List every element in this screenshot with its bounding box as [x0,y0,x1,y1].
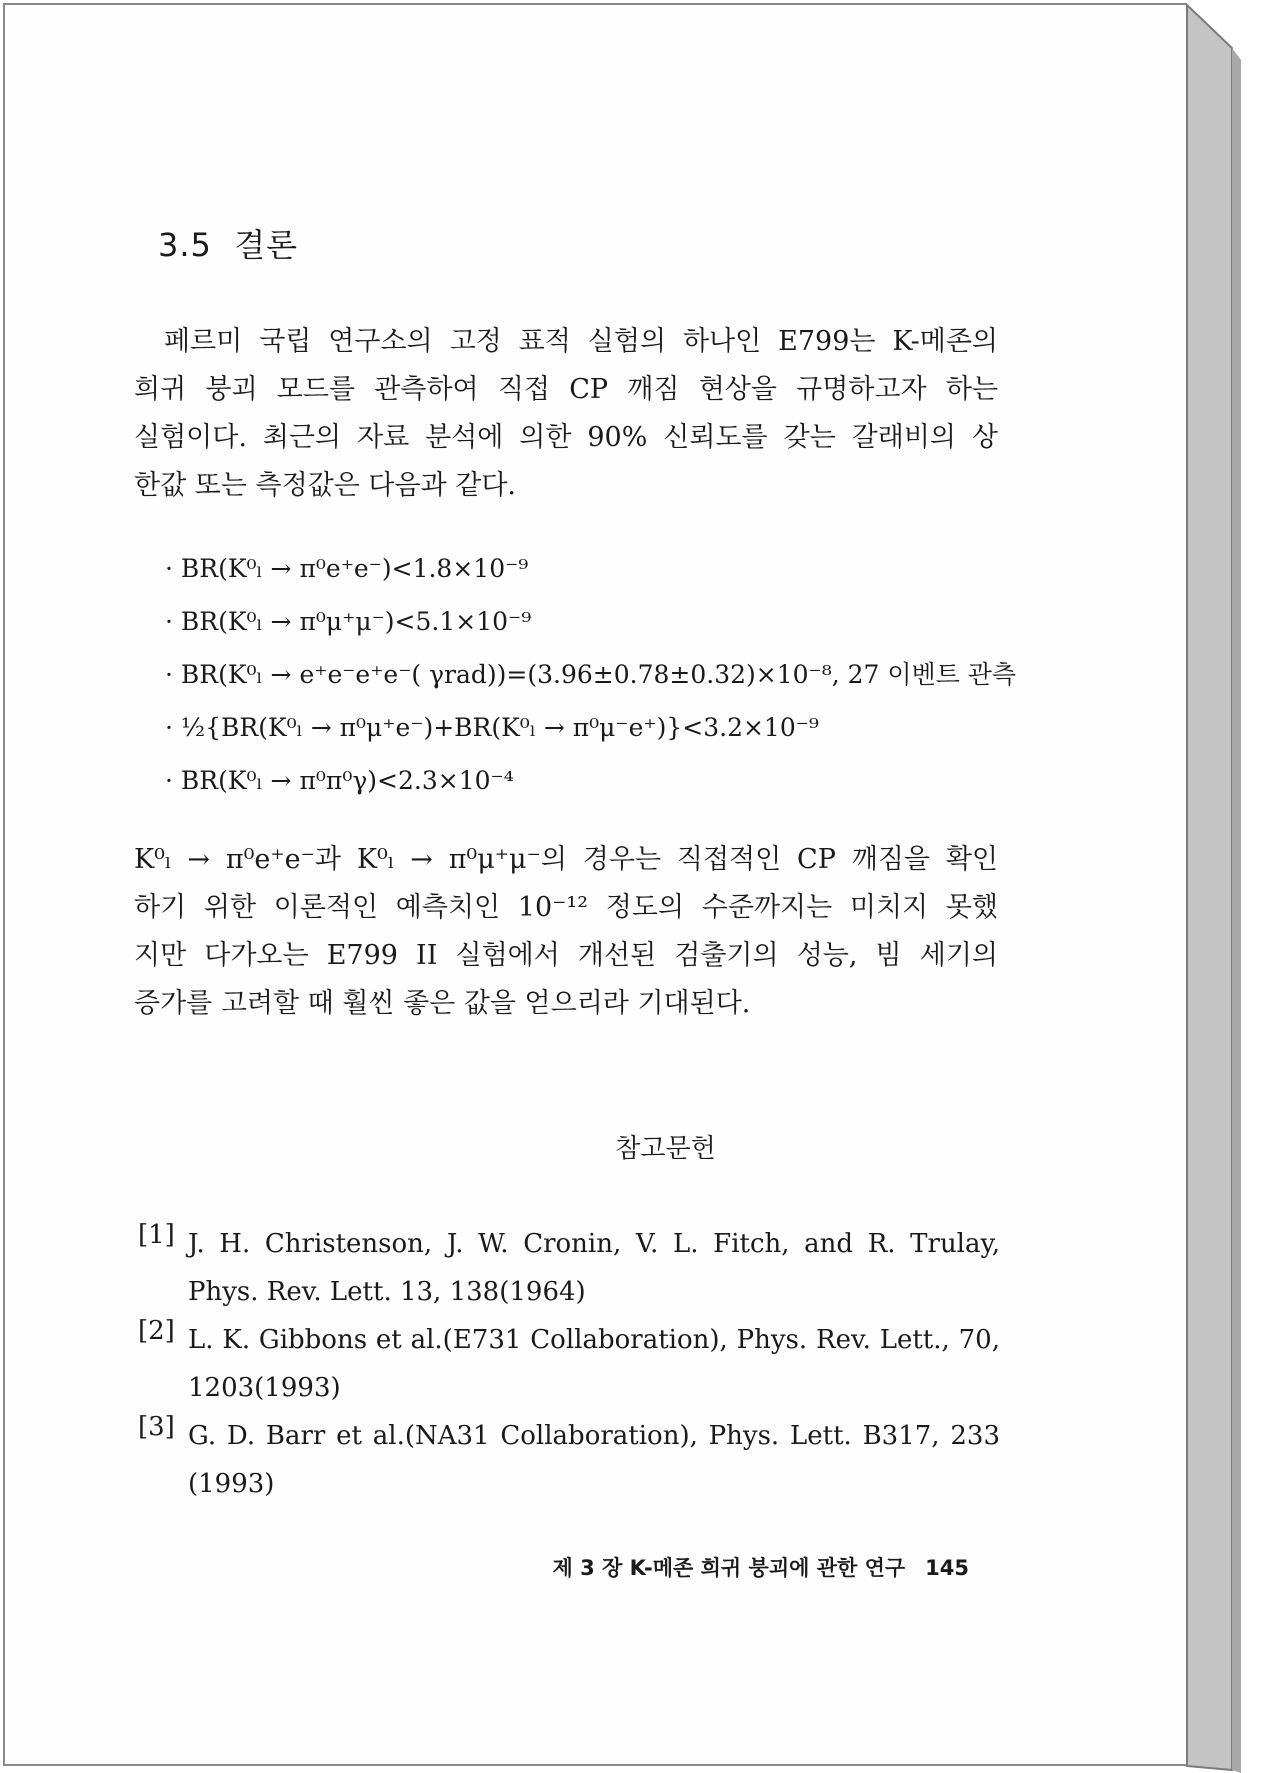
references-heading: 참고문헌 [615,1134,716,1164]
reference-item [138,1412,1000,1508]
reference-line: (1993) [188,1469,275,1499]
formula-item: · ½{BR(K⁰ₗ → π⁰μ⁺e⁻)+BR(K⁰ₗ → π⁰μ⁻e⁺)}<3.2×10⁻⁹ [165,713,819,742]
paragraph-conclusion [134,836,998,1028]
section-number: 3.5 [158,226,212,264]
reference-number: [1] [138,1220,175,1250]
reference-item [138,1220,1000,1316]
paragraph-line: 하기 위한 이론적인 예측치인 10⁻¹² 정도의 수준까지는 미치지 못했 [134,892,998,923]
footer-chapter: 제 3 장 K-메존 희귀 붕괴에 관한 연구 [552,1556,906,1580]
reference-list [138,1220,1000,1508]
reference-line: Phys. Rev. Lett. 13, 138(1964) [188,1277,586,1307]
formula-item: · BR(K⁰ₗ → e⁺e⁻e⁺e⁻( γrad))=(3.96±0.78±0.32)×10⁻⁸, 27 이벤트 관측 [165,660,1017,689]
reference-line: G. D. Barr et al.(NA31 Collaboration), Phys. Lett. B317, 233 [188,1421,1000,1451]
reference-line: L. K. Gibbons et al.(E731 Collaboration), Phys. Rev. Lett., 70, [188,1325,1000,1355]
formula-item: · BR(K⁰ₗ → π⁰μ⁺μ⁻)<5.1×10⁻⁹ [165,607,532,636]
reference-number: [3] [138,1412,175,1442]
paragraph-line: 실험이다. 최근의 자료 분석에 의한 90% 신뢰도를 갖는 갈래비의 상 [134,422,998,453]
running-footer [552,1552,969,1582]
paragraph-line: 페르미 국립 연구소의 고정 표적 실험의 하나인 E799는 K-메존의 [164,326,998,357]
reference-item [138,1316,1000,1412]
paragraph-line: K⁰ₗ → π⁰e⁺e⁻과 K⁰ₗ → π⁰μ⁺μ⁻의 경우는 직접적인 CP 깨짐을 확인 [134,844,998,875]
section-heading [158,220,298,266]
paragraph-line: 증가를 고려할 때 훨씬 좋은 값을 얻으리라 기대된다. [134,988,751,1019]
paragraph-line: 지만 다가오는 E799 II 실험에서 개선된 검출기의 성능, 빔 세기의 [134,940,998,971]
reference-line: 1203(1993) [188,1373,341,1403]
formula-item: · BR(K⁰ₗ → π⁰π⁰γ)<2.3×10⁻⁴ [165,766,514,795]
paragraph-line: 한값 또는 측정값은 다음과 같다. [134,470,516,501]
reference-line: J. H. Christenson, J. W. Cronin, V. L. Fitch, and R. Trulay, [188,1229,1000,1259]
paragraph-intro [134,318,998,510]
page-number: 145 [925,1556,969,1580]
formula-item: · BR(K⁰ₗ → π⁰e⁺e⁻)<1.8×10⁻⁹ [165,554,529,583]
reference-number: [2] [138,1316,175,1346]
paragraph-line: 희귀 붕괴 모드를 관측하여 직접 CP 깨짐 현상을 규명하고자 하는 [134,374,998,405]
formula-list [165,542,1016,807]
section-title: 결론 [234,226,299,264]
